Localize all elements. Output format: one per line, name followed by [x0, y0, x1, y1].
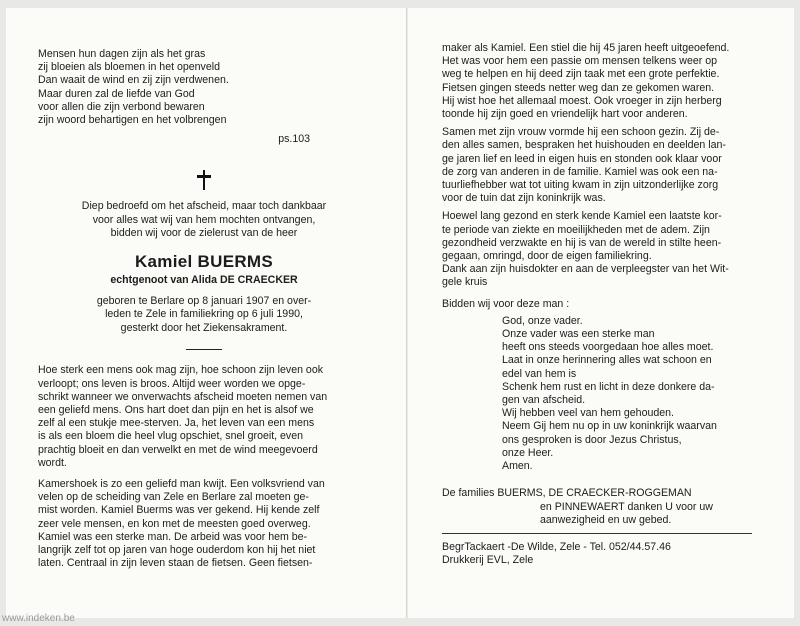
prayer-line: heeft ons steeds voorgedaan hoe alles moet. [502, 341, 714, 354]
printer-info [442, 541, 764, 567]
intro [38, 200, 370, 240]
poem [38, 48, 370, 127]
birth-line: geboren te Berlare op 8 januari 1907 en over- [96, 295, 312, 308]
text-line: gezondheid verzwakte en hij is van de wereld in stilte heen- [442, 236, 722, 249]
prayer-intro: Bidden wij voor deze man : [442, 297, 570, 310]
poem-line: Mensen hun dagen zijn als het gras [38, 48, 206, 60]
text-line: ge jaren lief en leed in eigen huis en stonden ook klaar voor [442, 152, 722, 165]
spouse-line: echtgenoot van Alida DE CRAECKER [110, 274, 298, 287]
prayer-line: Schenk hem rust en licht in deze donkere da- [502, 380, 715, 393]
card-fold [406, 8, 408, 618]
text-line: verloopt; ons leven is broos. Altijd weer worden we opge- [38, 377, 306, 390]
prayer-line: Neem Gij hem nu op in uw koninkrijk waarvan [502, 420, 717, 433]
paragraph-1 [38, 364, 370, 470]
prayer-line: edel van hem is [502, 367, 577, 380]
birth-line: gesterkt door het Ziekensakrament. [120, 321, 288, 334]
prayer-line: Amen. [502, 460, 533, 473]
paragraph-4 [442, 126, 764, 205]
horizontal-rule [442, 533, 752, 534]
text-line: een geliefd mens. Ons hart doet dan pijn en het is alsof we [38, 403, 314, 416]
poem-line: voor allen die zijn verbond bewaren [38, 100, 205, 113]
prayer-line: Onze vader was een sterke man [502, 328, 655, 341]
poem-line: zijn woord behartigen en het volbrengen [38, 114, 227, 127]
printer-line: BegrTackaert -De Wilde, Zele - Tel. 052/44.57.46 [442, 541, 671, 554]
intro-line: voor alles wat wij van hem mochten ontvangen, [92, 213, 316, 226]
text-line: tuurliefhebber wat tot uiting kwam in zijn uitzonderlijke zorg [442, 179, 719, 192]
memorial-card [6, 8, 794, 618]
printer-line: Drukkerij EVL, Zele [442, 554, 534, 567]
prayer-line: gen van afscheid. [502, 394, 586, 407]
text-line: is als een bloem die heel vlug opschiet, snel groeit, even [38, 430, 304, 443]
text-line: te periode van ziekte en moeilijkheden met de adem. Zijn [442, 223, 710, 236]
text-line: mist worden. Kamiel Buerms was ver gekend. Hij kende zelf [38, 504, 320, 517]
text-line: velen op de scheiding van Zele en Berlare zal moeten ge- [38, 491, 309, 504]
paragraph-5 [442, 210, 764, 289]
text-line: zelf al een stukje mee-sterven. Ja, het leven van een mens [38, 417, 315, 430]
paragraph-2 [38, 478, 370, 570]
text-line: de zorg van anderen in de familie. Kamiel was ook een na- [442, 165, 718, 178]
text-line: Hoewel lang gezond en sterk kende Kamiel een laatste kor- [442, 210, 722, 223]
families-line: en PINNEWAERT danken U voor uw [540, 500, 713, 513]
families-line: aanwezigheid en uw gebed. [540, 513, 672, 526]
intro-line: bidden wij voor de zielerust van de heer [110, 226, 298, 239]
prayer-line: Wij hebben veel van hem gehouden. [502, 407, 674, 420]
text-line: Het was voor hem een passie om mensen telkens weer op [442, 55, 717, 68]
birth-death-info [38, 295, 370, 335]
right-page [442, 42, 764, 568]
paragraph-3 [442, 42, 764, 121]
poem-line: Maar duren zal de liefde van God [38, 87, 195, 100]
psalm-reference: ps.103 [278, 133, 310, 146]
text-line: Kamiel was een sterke man. De arbeid was voor hem be- [38, 530, 308, 543]
text-line: wordt. [38, 456, 67, 469]
text-line: Kamershoek is zo een geliefd man kwijt. Een volksvriend van [38, 477, 325, 490]
left-page [38, 48, 370, 570]
prayer-line: Laat in onze herinnering alles wat schoon en [502, 354, 712, 367]
short-divider [186, 349, 222, 351]
text-line: Fietsen gingen steeds netter weg dan ze gekomen waren. [442, 81, 715, 94]
text-line: toonde hij zijn goed en vriendelijk hart voor anderen. [442, 108, 688, 121]
text-line: gele kruis [442, 276, 488, 289]
text-line: schrikt wanneer we onverwachts afscheid moeten nemen van [38, 390, 328, 403]
text-line: weg te helpen en hij deed zijn taak met een grote perfektie. [442, 68, 720, 81]
text-line: voor de tuin dat zijn koninkrijk was. [442, 192, 606, 205]
watermark: www.indeken.be [2, 613, 75, 624]
text-line: langrijk zelf tot op jaren van hoge ouderdom kon hij het niet [38, 543, 316, 556]
poem-line: zij bloeien als bloemen in het openveld [38, 61, 220, 74]
prayer-line: ons gesproken is door Jezus Christus, [502, 433, 682, 446]
text-line: gegaan, omringd, door de eigen familiekring. [442, 250, 652, 263]
cross-icon [197, 170, 211, 190]
prayer-line: onze Heer. [502, 446, 554, 459]
prayer-line: God, onze vader. [502, 314, 583, 327]
birth-line: leden te Zele in familiekring op 6 juli 1990, [105, 308, 303, 321]
deceased-name: Kamiel BUERMS [134, 252, 274, 272]
families-line: De families BUERMS, DE CRAECKER-ROGGEMAN [442, 487, 692, 500]
text-line: laten. Centraal in zijn leven staan de fietsen. Geen fietsen- [38, 557, 313, 570]
prayer [442, 315, 764, 473]
text-line: prachtig bloeit en dan verwelkt en met de wind meegevoerd [38, 443, 318, 456]
text-line: Hij wist hoe het allemaal moest. Ook vroeger in zijn herberg [442, 94, 722, 107]
text-line: zeer vele mensen, en kon met de meesten goed overweg. [38, 517, 311, 530]
intro-line: Diep bedroefd om het afscheid, maar toch dankbaar [81, 200, 327, 213]
text-line: den alles samen, bespraken het huishouden en deelden lan- [442, 139, 726, 152]
text-line: Dank aan zijn huisdokter en aan de verpleegster van het Wit- [442, 263, 729, 276]
families-thanks [442, 487, 764, 527]
text-line: maker als Kamiel. Een stiel die hij 45 jaren heeft uitgeoefend. [442, 42, 730, 54]
text-line: Samen met zijn vrouw vormde hij een schoon gezin. Zij de- [442, 126, 720, 139]
poem-line: Dan waait de wind en zij zijn verdwenen. [38, 74, 229, 87]
text-line: Hoe sterk een mens ook mag zijn, hoe schoon zijn leven ook [38, 364, 324, 377]
